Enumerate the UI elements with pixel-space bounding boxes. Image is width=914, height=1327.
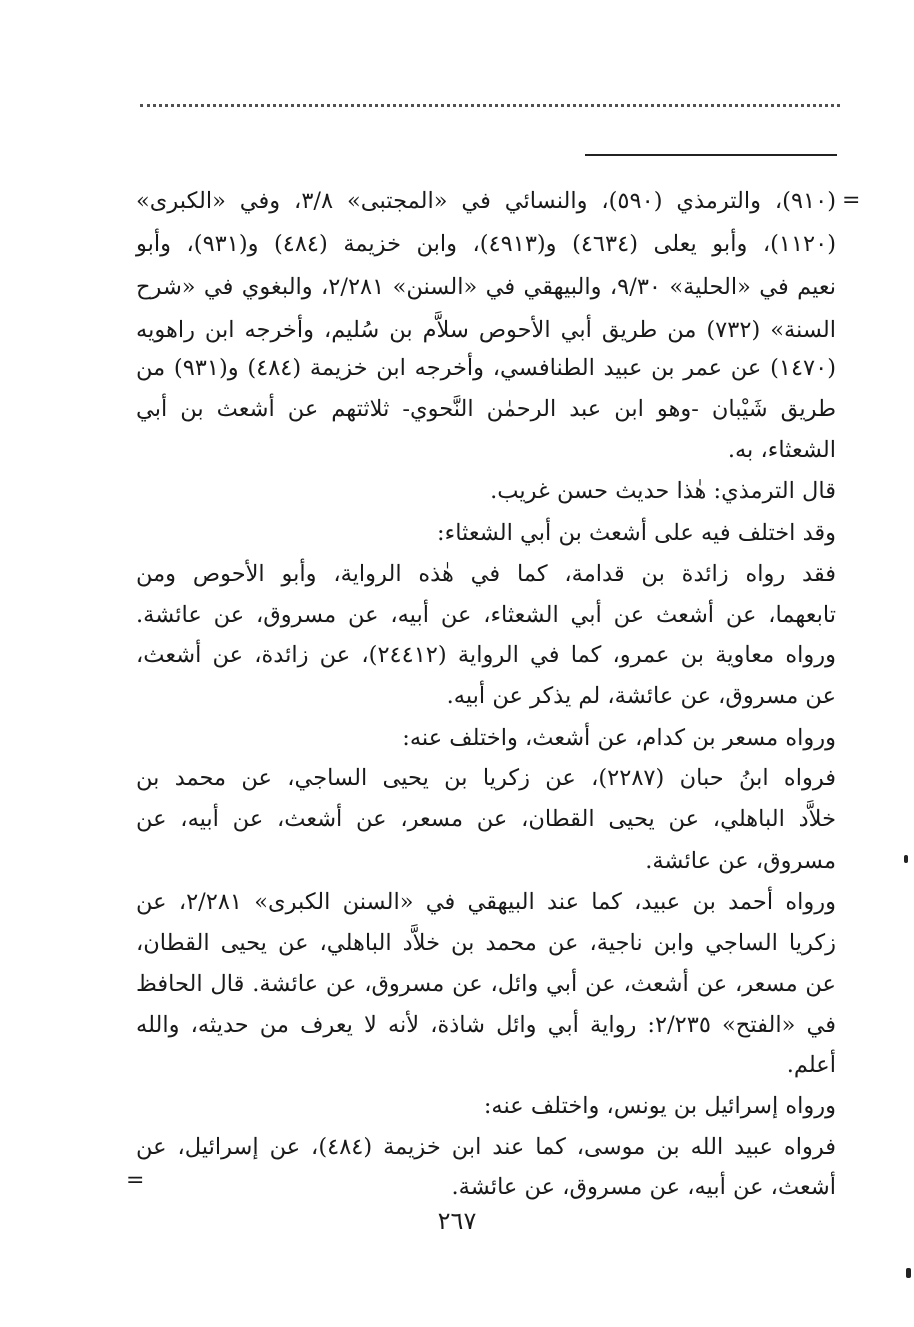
text-line: فرواه عبيد الله بن موسى، كما عند ابن خزيمة (٤٨٤)، عن إسرائيل، عن — [136, 1134, 836, 1160]
text-line: نعيم في «الحلية» ٩/٣٠، والبيهقي في «السنن» ٢/٢٨١، والبغوي في «شرح — [136, 274, 836, 300]
text-line: عن مسعر، عن أشعث، عن أبي وائل، عن مسروق، عن عائشة. قال الحافظ — [136, 971, 836, 997]
text-line: طريق شَيْبان -وهو ابن عبد الرحمٰن النَّحوي- ثلاثتهم عن أشعث بن أبي — [136, 396, 837, 422]
margin-mark — [906, 1268, 911, 1278]
text-line: السنة» (٧٣٢) من طريق أبي الأحوص سلاَّم بن سُليم، وأخرجه ابن راهويه — [136, 317, 836, 343]
text-line: خلاَّد الباهلي، عن يحيى القطان، عن مسعر، عن أشعث، عن أبيه، عن — [136, 806, 836, 832]
margin-mark — [904, 855, 908, 863]
text-line: زكريا الساجي وابن ناجية، عن محمد بن خلاَّد الباهلي، عن يحيى القطان، — [136, 930, 836, 956]
footnote-rule — [585, 154, 837, 156]
text-line: وقد اختلف فيه على أشعث بن أبي الشعثاء: — [437, 520, 836, 546]
text-line: تابعهما، عن أشعث عن أبي الشعثاء، عن أبيه، عن مسروق، عن عائشة. — [136, 602, 836, 628]
text-line: ورواه أحمد بن عبيد، كما عند البيهقي في «السنن الكبرى» ٢/٢٨١، عن — [136, 889, 836, 915]
text-line: الشعثاء، به. — [727, 437, 836, 463]
continuation-mark-top: = — [842, 188, 861, 213]
text-line: أعلم. — [786, 1052, 836, 1078]
text-line: فرواه ابنُ حبان (٢٢٨٧)، عن زكريا بن يحيى الساجي، عن محمد بن — [136, 765, 837, 791]
text-line: في «الفتح» ٢/٢٣٥: رواية أبي وائل شاذة، لأنه لا يعرف من حديثه، والله — [136, 1012, 836, 1038]
page-number: ٢٦٧ — [437, 1207, 477, 1235]
continuation-mark-bottom: = — [126, 1168, 145, 1193]
text-line: أشعث، عن أبيه، عن مسروق، عن عائشة. — [451, 1174, 836, 1200]
dotted-separator — [140, 104, 840, 117]
text-line: (٩١٠)، والترمذي (٥٩٠)، والنسائي في «المجتبى» ٣/٨، وفي «الكبرى» — [136, 188, 836, 214]
text-line: قال الترمذي: هٰذا حديث حسن غريب. — [490, 478, 836, 504]
text-line: فقد رواه زائدة بن قدامة، كما في هٰذه الرواية، وأبو الأحوص ومن — [136, 561, 836, 587]
text-line: عن مسروق، عن عائشة، لم يذكر عن أبيه. — [446, 683, 836, 709]
text-line: مسروق، عن عائشة. — [645, 848, 836, 874]
text-line: ورواه إسرائيل بن يونس، واختلف عنه: — [483, 1093, 836, 1119]
text-line: ورواه مسعر بن كدام، عن أشعث، واختلف عنه: — [402, 725, 836, 751]
text-line: (١٤٧٠) عن عمر بن عبيد الطنافسي، وأخرجه ابن خزيمة (٤٨٤) و(٩٣١) من — [136, 355, 836, 381]
text-line: (١١٢٠)، وأبو يعلى (٤٦٣٤) و(٤٩١٣)، وابن خزيمة (٤٨٤) و(٩٣١)، وأبو — [136, 231, 836, 257]
text-line: ورواه معاوية بن عمرو، كما في الرواية (٢٤٤١٢)، عن زائدة، عن أشعث، — [136, 642, 837, 668]
